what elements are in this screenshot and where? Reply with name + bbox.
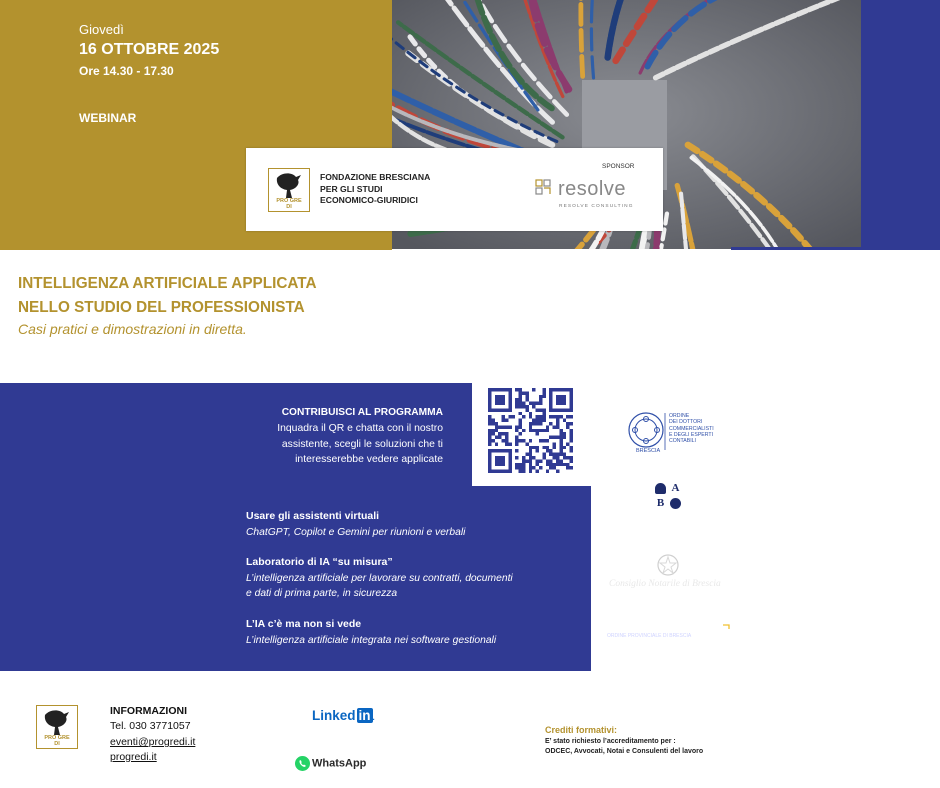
event-time: Ore 14.30 - 17.30	[79, 64, 174, 78]
svg-text:DI: DI	[54, 741, 60, 747]
program-item-desc-line: ChatGPT, Copilot e Gemini per riunioni e verbali	[246, 527, 466, 538]
cdl-name: Consulenti del Lavoro	[607, 622, 688, 632]
cdl-sub: ORDINE PROVINCIALE DI BRESCIA	[607, 633, 692, 639]
odcec-text-line: ORDINE	[669, 413, 690, 419]
program-item-title: Laboratorio di IA “su misura”	[246, 556, 393, 568]
program-item-desc-line: L’intelligenza artificiale integrata nei software gestionali	[246, 635, 497, 646]
resolve-logo-icon	[535, 179, 553, 202]
header-blue-strip	[861, 0, 940, 250]
qr-panel[interactable]	[472, 383, 591, 486]
odcec-text-line: CONTABILI	[669, 438, 696, 445]
foundation-name	[320, 172, 460, 207]
republic-emblem-icon	[656, 553, 680, 582]
sponsor-box	[246, 148, 663, 231]
program-item-desc	[246, 571, 546, 601]
progredi-logo-icon	[35, 705, 79, 749]
svg-text:PRO GRE: PRO GRE	[44, 735, 70, 741]
contribute-title: CONTRIBUISCI AL PROGRAMMA	[281, 407, 443, 418]
oab-figure-icon	[655, 483, 666, 494]
odcec-logo	[626, 410, 716, 458]
qr-code-icon[interactable]	[488, 388, 573, 473]
oab-letter-a: A	[668, 481, 683, 496]
svg-text:DI: DI	[286, 204, 292, 210]
oab-name: Ordine Avvocati Brescia	[621, 514, 692, 522]
whatsapp-link[interactable]	[295, 756, 366, 771]
program-item-desc-line: L’intelligenza artificiale per lavorare su contratti, documenti	[246, 573, 513, 584]
sponsor-subtitle: RESOLVE CONSULTING	[559, 204, 634, 209]
header-accent-line	[731, 247, 861, 250]
cdl-logo	[607, 622, 733, 644]
whatsapp-text: WhatsApp	[312, 757, 367, 770]
program-item-title: L’IA c’è ma non si vede	[246, 618, 362, 630]
main-subtitle: Casi pratici e dimostrazioni in diretta.	[18, 321, 247, 337]
linkedin-text: Linked	[312, 708, 356, 723]
info-email-link[interactable]: eventi@progredi.it	[110, 736, 196, 748]
notai-logo	[607, 552, 731, 594]
linkedin-icon: in	[358, 708, 371, 723]
oab-emblem-icon	[653, 481, 683, 511]
linkedin-link[interactable]: Linked in .	[312, 708, 375, 723]
info-website-link[interactable]: progredi.it	[110, 751, 157, 763]
odcec-text-line: E DEGLI ESPERTI	[669, 431, 714, 438]
foundation-name-line: FONDAZIONE BRESCIANA	[320, 172, 431, 182]
oab-letter-b: B	[653, 496, 668, 511]
info-title: INFORMAZIONI	[110, 705, 187, 717]
program-item-desc-line: e dati di prima parte, in sicurezza	[246, 588, 398, 599]
contribute-text	[185, 421, 443, 468]
sponsor-label: SPONSOR	[602, 163, 635, 170]
contribute-line: interesserebbe vedere applicate	[295, 454, 443, 465]
odcec-text-line: COMMERCIALISTI	[669, 425, 714, 432]
contribute-line: Inquadra il QR e chatta con il nostro	[277, 423, 443, 434]
program-item-title: Usare gli assistenti virtuali	[246, 510, 380, 522]
odcec-text-line: DEI DOTTORI	[669, 419, 703, 426]
credits-line: E’ stato richiesto l’accreditamento per :	[545, 738, 676, 745]
oab-figure-icon	[670, 498, 681, 509]
credits-title: Crediti formativi:	[545, 725, 618, 735]
contribute-line: assistente, scegli le soluzioni che ti	[281, 438, 443, 450]
foundation-name-line: PER GLI STUDI	[320, 183, 383, 194]
odcec-text	[669, 413, 714, 444]
odcec-city: BRESCIA	[636, 448, 661, 454]
event-format: WEBINAR	[79, 111, 137, 125]
program-item-desc	[246, 633, 546, 648]
event-date: 16 OTTOBRE 2025	[79, 41, 220, 58]
main-title-line2: NELLO STUDIO DEL PROFESSIONISTA	[18, 299, 305, 316]
whatsapp-icon	[295, 756, 310, 771]
main-title-line1: INTELLIGENZA ARTIFICIALE APPLICATA	[18, 275, 317, 292]
notai-name: Consiglio Notarile di Brescia	[609, 579, 721, 589]
info-phone: Tel. 030 3771057	[110, 720, 191, 732]
event-day: Giovedì	[79, 22, 124, 37]
sponsor-name: resolve	[558, 178, 626, 200]
credits-line: ODCEC, Avvocati, Notai e Consulenti del lavoro	[545, 748, 704, 755]
foundation-name-line: ECONOMICO-GIURIDICI	[320, 195, 418, 205]
svg-text:PRO GRE: PRO GRE	[276, 198, 302, 204]
program-item-desc	[246, 525, 546, 540]
oab-logo	[618, 480, 718, 524]
foundation-logo-icon	[268, 168, 310, 212]
cdl-emblem-icon	[711, 622, 731, 647]
